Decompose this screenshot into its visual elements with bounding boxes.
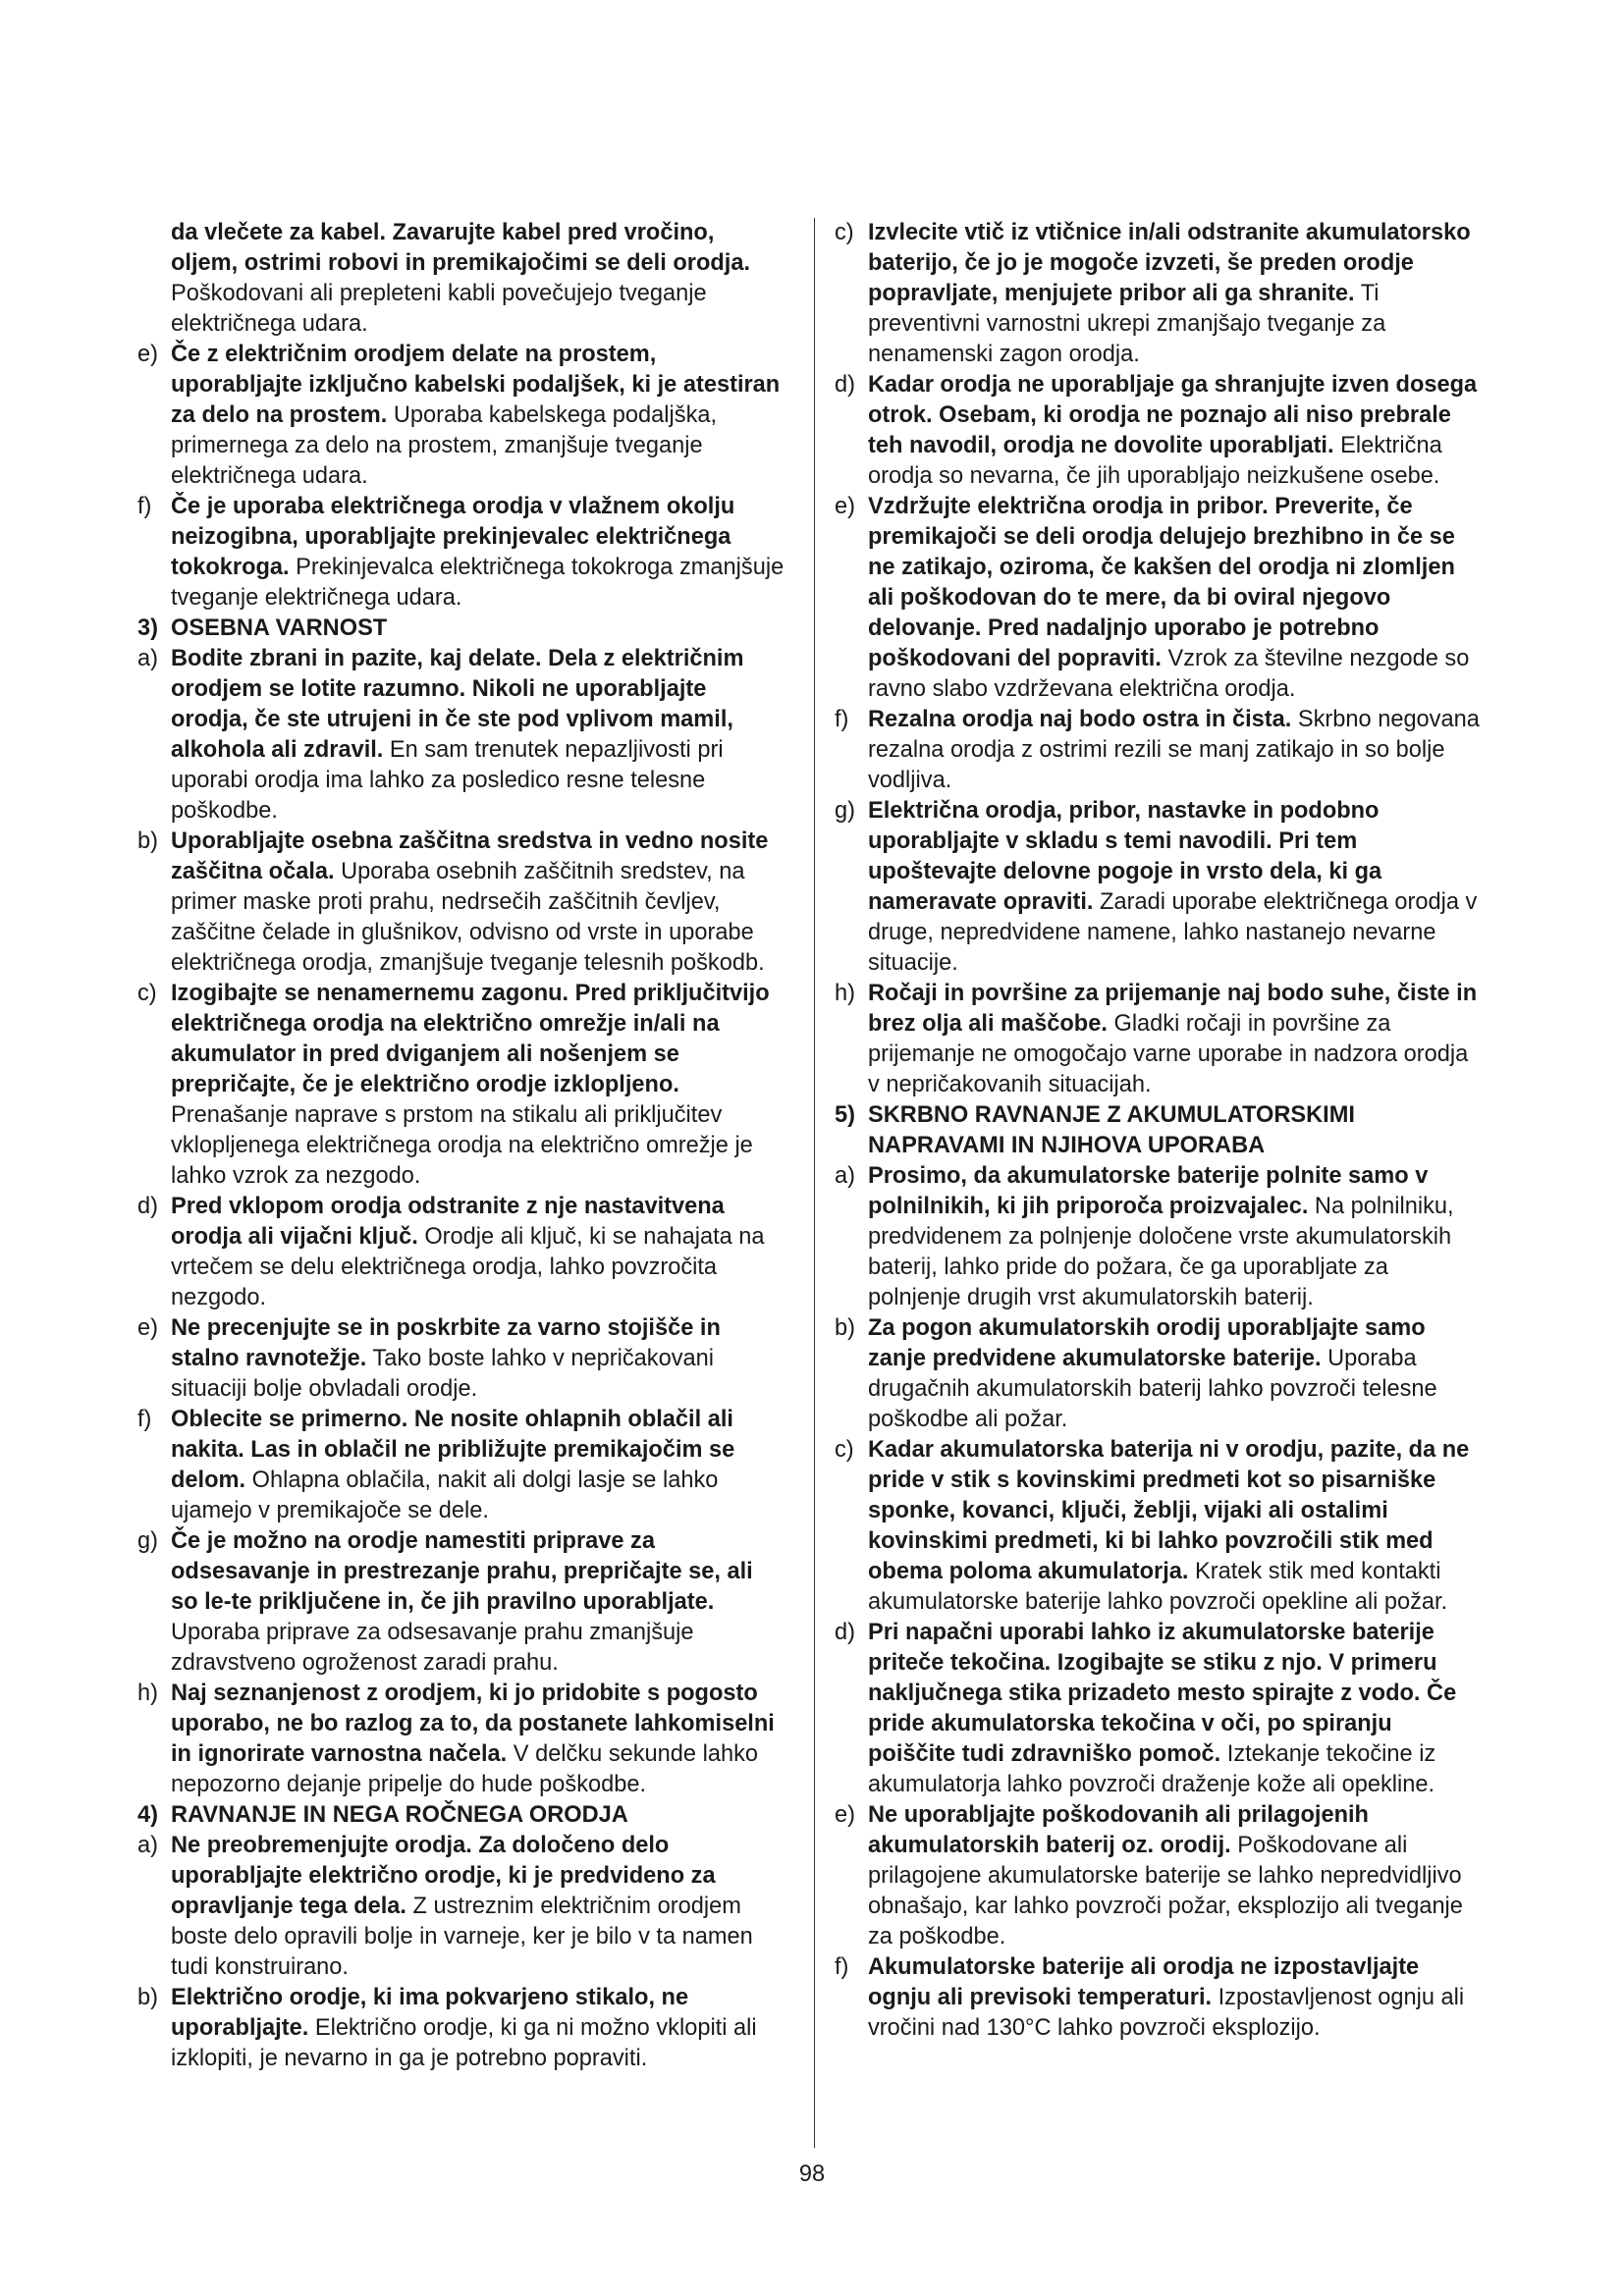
- item-4b: b) Električno orodje, ki ima pokvarjeno stikalo, ne uporabljajte. Električno orodje, ki ga ni možno vklopiti ali izklopiti, je nevarno in ga je potrebno popraviti.: [137, 1985, 757, 2071]
- item-5f: f) Akumulatorske baterije ali orodja ne izpostavljajte ognju ali previsoki temperaturi. Izpostavljenost ognju ali vročini nad 130°C lahko povzroči eksplozijo.: [835, 1954, 1465, 2041]
- item-3e: e) Ne precenjujte se in poskrbite za varno stojišče in stalno ravnotežje. Tako boste lahko v nepričakovani situaciji bolje obvladali orodje.: [137, 1315, 721, 1402]
- item-4g: g) Električna orodja, pribor, nastavke in podobno uporabljajte v skladu s temi navodili. Pri tem upoštevajte delovne pogoje in vrsto dela, ki ga nameravate opraviti. Zaradi uporabe električnega orodja v druge, nepredvidene namene, lahko nastanejo nevarne situacije.: [835, 798, 1478, 976]
- item-4f: f) Rezalna orodja naj bodo ostra in čista. Skrbno negovana rezalna orodja z ostrimi rezili se manj zatikajo in so bolje vodljiva.: [835, 707, 1480, 793]
- item-4e: e) Vzdržujte električna orodja in pribor. Preverite, če premikajoči se deli orodja delujejo brezhibno in če se ne zatikajo, oziroma, če kakšen del orodja ni zlomljen ali poškodovan do te mere, da bi oviral njegovo delovanje. Pred nadaljnjo uporabo je potrebno poškodovani del popraviti. Vzrok za številne nezgode so ravno slabo vzdrževana električna orodja.: [835, 494, 1470, 702]
- item-4h: h) Ročaji in površine za prijemanje naj bodo suhe, čiste in brez olja ali maščobe. Gladki ročaji in površine za prijemanje ne omogočajo varne uporabe in nadzora orodja v nepričakovanih situacijah.: [835, 981, 1478, 1097]
- item-3f: f) Oblecite se primerno. Ne nosite ohlapnih oblačil ali nakita. Las in oblačil ne približujte premikajočim se delom. Ohlapna oblačila, nakit ali dolgi lasje se lahko ujamejo v premikajoče se dele.: [137, 1407, 735, 1523]
- item-4a: a) Ne preobremenjujte orodja. Za določeno delo uporabljajte električno orodje, ki je predvideno za opravljanje tega dela. Z ustreznim električnim orodjem boste delo opravili bolje in varneje, ker je bilo v ta namen tudi konstruirano.: [137, 1833, 753, 1980]
- item-3g: g) Če je možno na orodje namestiti priprave za odsesavanje in prestrezanje prahu, prepričajte se, ali so le-te priključene in, če jih pravilno uporabljate. Uporaba priprave za odsesavanje prahu zmanjšuje zdravstveno ogroženost zaradi prahu.: [137, 1528, 753, 1676]
- item-3c: c) Izogibajte se nenamernemu zagonu. Pred priključitvijo električnega orodja na električno omrežje in/ali na akumulator in pred dviganjem ali nošenjem se prepričajte, če je električno orodje izklopljeno. Prenašanje naprave s prstom na stikalu ali priključitev vklopljenega električnega orodja na električno omrežje je lahko vzrok za nezgodo.: [137, 981, 770, 1189]
- item-4c: c) Izvlecite vtič iz vtičnice in/ali odstranite akumulatorsko baterijo, če jo je mogoče izvzeti, še preden orodje popravljate, menjujete pribor ali ga shranite. Ti preventivni varnostni ukrepi zmanjšajo tveganje za nenamenski zagon orodja.: [835, 220, 1471, 367]
- item-3a: a) Bodite zbrani in pazite, kaj delate. Dela z električnim orodjem se lotite razumno. Nikoli ne uporabljajte orodja, če ste utrujeni in če ste pod vplivom mamil, alkohola ali zdravil. En sam trenutek nepazljivosti pri uporabi orodja ima lahko za posledico resne telesne poškodbe.: [137, 646, 744, 824]
- section-heading-3: 3) OSEBNA VARNOST: [137, 615, 388, 641]
- intro-paragraph: da vlečete za kabel. Zavarujte kabel pred vročino, oljem, ostrimi robovi in premikajočimi se deli orodja. Poškodovani ali prepleteni kabli povečujejo tveganje električnega udara.: [171, 220, 750, 337]
- left-column: [137, 218, 785, 2074]
- item-5e: e) Ne uporabljajte poškodovanih ali prilagojenih akumulatorskih baterij oz. orodij. Poškodovane ali prilagojene akumulatorske baterije se lahko nepredvidljivo obnašajo, kar lahko povzroči požar, eksplozijo ali tveganje za poškodbe.: [835, 1802, 1463, 1949]
- section-heading-5: 5) SKRBNO RAVNANJE Z AKUMULATORSKIMI NAPRAVAMI IN NJIHOVA UPORABA: [835, 1102, 1355, 1158]
- page-number: 98: [798, 2162, 826, 2187]
- item-5c: c) Kadar akumulatorska baterija ni v orodju, pazite, da ne pride v stik s kovinskimi predmeti kot so pisarniške sponke, kovanci, ključi, žeblji, vijaki ali ostalimi kovinskimi predmeti, ki bi lahko povzročili stik med obema poloma akumulatorja. Kratek stik med kontakti akumulatorske baterije lahko povzroči opekline ali požar.: [835, 1437, 1470, 1615]
- item-2e: e) Če z električnim orodjem delate na prostem, uporabljajte izključno kabelski podaljšek, ki je atestiran za delo na prostem. Uporaba kabelskega podaljška, primernega za delo na prostem, zmanjšuje tveganje električnega udara.: [137, 342, 781, 489]
- item-3b: b) Uporabljajte osebna zaščitna sredstva in vedno nosite zaščitna očala. Uporaba osebnih zaščitnih sredstev, na primer maske proti prahu, nedrsečih zaščitnih čevljev, zaščitne čelade in glušnikov, odvisno od vrste in uporabe električnega orodja, zmanjšuje tveganje telesnih poškodb.: [137, 828, 769, 976]
- column-divider: [814, 218, 815, 2148]
- item-4d: d) Kadar orodja ne uporabljaje ga shranjujte izven dosega otrok. Osebam, ki orodja ne poznajo ali niso prebrale teh navodil, orodja ne dovolite uporabljati. Električna orodja so nevarna, če jih uporabljajo neizkušene osebe.: [835, 372, 1478, 489]
- item-2f: f) Če je uporaba električnega orodja v vlažnem okolju neizogibna, uporabljajte prekinjevalec električnega tokokroga. Prekinjevalca električnega tokokroga zmanjšuje tveganje električnega udara.: [137, 494, 785, 611]
- item-5b: b) Za pogon akumulatorskih orodij uporabljajte samo zanje predvidene akumulatorske baterije. Uporaba drugačnih akumulatorskih baterij lahko povzroči telesne poškodbe ali požar.: [835, 1315, 1437, 1432]
- item-3d: d) Pred vklopom orodja odstranite z nje nastavitvena orodja ali vijačni ključ. Orodje ali ključ, ki se nahajata na vrtečem se delu električnega orodja, lahko povzročita nezgodo.: [137, 1194, 765, 1310]
- right-column: [835, 218, 1483, 2044]
- item-3h: h) Naj seznanjenost z orodjem, ki jo pridobite s pogosto uporabo, ne bo razlog za to, da postanete lahkomiselni in ignorirate varnostna načela. V delčku sekunde lahko nepozorno dejanje pripelje do hude poškodbe.: [137, 1681, 775, 1797]
- section-heading-4: 4) RAVNANJE IN NEGA ROČNEGA ORODJA: [137, 1802, 628, 1828]
- item-5a: a) Prosimo, da akumulatorske baterije polnite samo v polnilnikih, ki jih priporoča proizvajalec. Na polnilniku, predvidenem za polnjenje določene vrste akumulatorskih baterij, lahko pride do požara, če ga uporabljate za polnjenje drugih vrst akumulatorskih baterij.: [835, 1163, 1454, 1310]
- item-5d: d) Pri napačni uporabi lahko iz akumulatorske baterije priteče tekočina. Izogibajte se stiku z njo. V primeru naključnega stika prizadeto mesto spirajte z vodo. Če pride akumulatorska tekočina v oči, po spiranju poiščite tudi zdravniško pomoč. Iztekanje tekočine iz akumulatorja lahko povzroči draženje kože ali opekline.: [835, 1620, 1457, 1797]
